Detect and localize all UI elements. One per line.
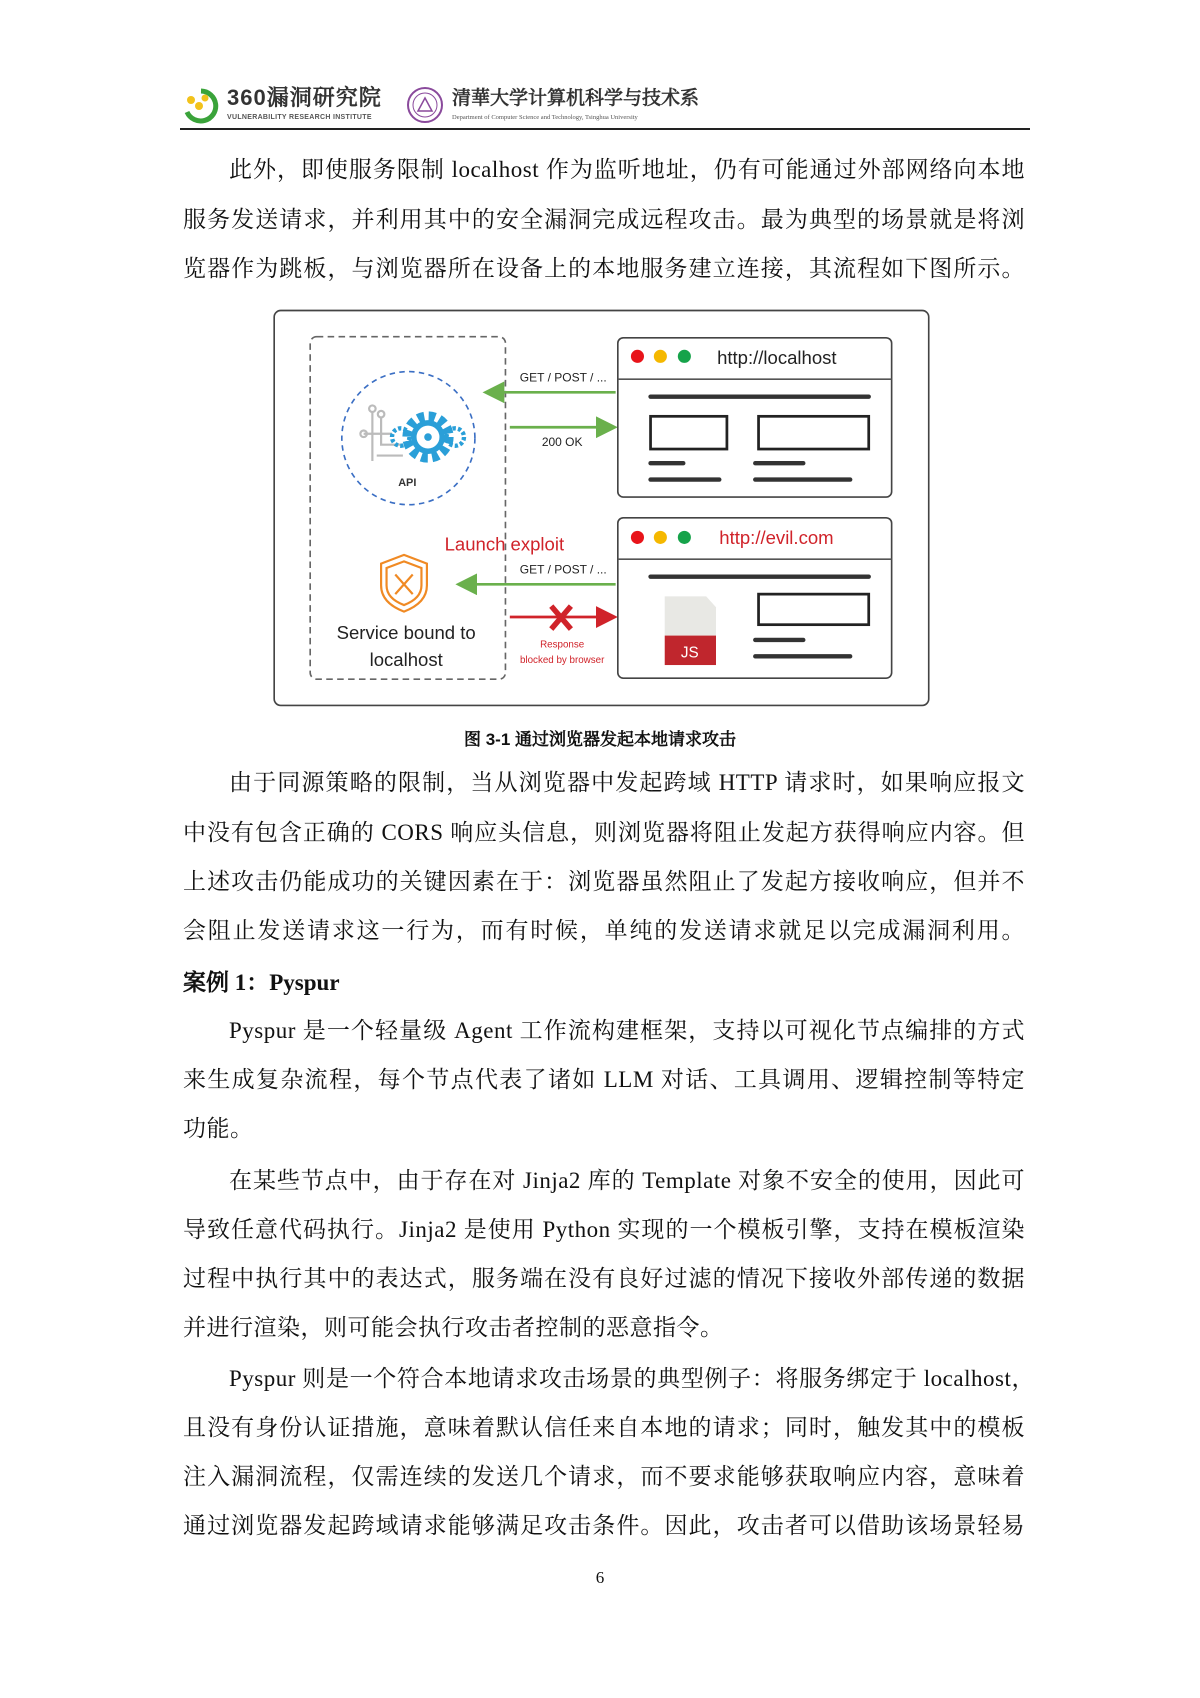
tsinghua-seal-icon: [406, 86, 444, 124]
para3-line: 功能。: [183, 1116, 254, 1141]
launch-exploit-label: Launch exploit: [444, 533, 565, 555]
para2-line: 由于同源策略的限制，当从浏览器中发起跨域 HTTP 请求时，如果响应报文: [229, 770, 1025, 795]
para3-line: Pyspur 是一个轻量级 Agent 工作流构建框架，支持以可视化节点编排的方式: [229, 1018, 1025, 1043]
api-label: API: [398, 477, 417, 490]
para1-line: 服务发送请求，并利用其中的安全漏洞完成远程攻击。最为典型的场景就是将浏: [183, 207, 1025, 232]
para2-line: 上述攻击仍能成功的关键因素在于：浏览器虽然阻止了发起方接收响应，但并不: [183, 869, 1025, 894]
org1-name: 360漏洞研究院: [227, 85, 382, 110]
figure-caption: 图 3-1 通过浏览器发起本地请求攻击: [463, 730, 737, 749]
para5-line: 且没有身份认证措施，意味着默认信任来自本地的请求；同时，触发其中的模板: [183, 1415, 1025, 1440]
para1-line: 此外，即使服务限制 localhost 作为监听地址，仍有可能通过外部网络向本地: [229, 157, 1025, 182]
org2-name: 清華大学计算机科学与技术系: [452, 88, 700, 109]
para5-line: Pyspur 则是一个符合本地请求攻击场景的典型例子：将服务绑定于 localhost，: [229, 1366, 1035, 1391]
blocked-label-line2: blocked by browser: [519, 654, 605, 666]
para3-line: 来生成复杂流程，每个节点代表了诸如 LLM 对话、工具调用、逻辑控制等特定: [183, 1067, 1025, 1092]
360-logo-icon: [183, 88, 219, 124]
para1-line: 览器作为跳板，与浏览器所在设备上的本地服务建立连接，其流程如下图所示。: [183, 256, 1025, 281]
para4-line: 并进行渲染，则可能会执行攻击者控制的恶意指令。: [183, 1315, 724, 1340]
para4-line: 导致任意代码执行。Jinja2 是使用 Python 实现的一个模板引擎，支持在模板渲染: [183, 1217, 1025, 1242]
browser-window-evil: [618, 518, 892, 678]
browser1-url: http://localhost: [717, 346, 837, 368]
service-label-line2: localhost: [369, 649, 443, 671]
browser2-url: http://evil.com: [719, 526, 834, 548]
page-number: 6: [595, 1568, 605, 1587]
service-label-line1: Service bound to: [336, 621, 476, 643]
para2-line: 中没有包含正确的 CORS 响应头信息，则浏览器将阻止发起方获得响应内容。但: [183, 820, 1025, 845]
para5-line: 通过浏览器发起跨域请求能够满足攻击条件。因此，攻击者可以借助该场景轻易: [183, 1513, 1025, 1538]
para4-line: 过程中执行其中的表达式，服务端在没有良好过滤的情况下接收外部传递的数据: [183, 1266, 1025, 1291]
request-label-1: GET / POST / ...: [519, 370, 607, 385]
js-file-icon: [665, 596, 716, 665]
section-heading: 案例 1：Pyspur: [183, 970, 340, 995]
figure-diagram: [272, 308, 932, 709]
header-rule: [180, 128, 1030, 130]
request-label-2: GET / POST / ...: [519, 562, 607, 577]
para5-line: 注入漏洞流程，仅需连续的发送几个请求，而不要求能够获取响应内容，意味着: [183, 1464, 1025, 1489]
para2-line: 会阻止发送请求这一行为，而有时候，单纯的发送请求就足以完成漏洞利用。: [183, 918, 1025, 943]
org1-subtitle: VULNERABILITY RESEARCH INSTITUTE: [227, 114, 372, 121]
para4-line: 在某些节点中，由于存在对 Jinja2 库的 Template 对象不安全的使用，因此可: [229, 1168, 1025, 1193]
org2-subtitle: Department of Computer Science and Technology, Tsinghua University: [452, 114, 638, 121]
js-label: JS: [680, 644, 699, 662]
browser-window-localhost: [618, 338, 892, 497]
response-label-1: 200 OK: [541, 434, 583, 449]
blocked-label-line1: Response: [540, 639, 585, 651]
